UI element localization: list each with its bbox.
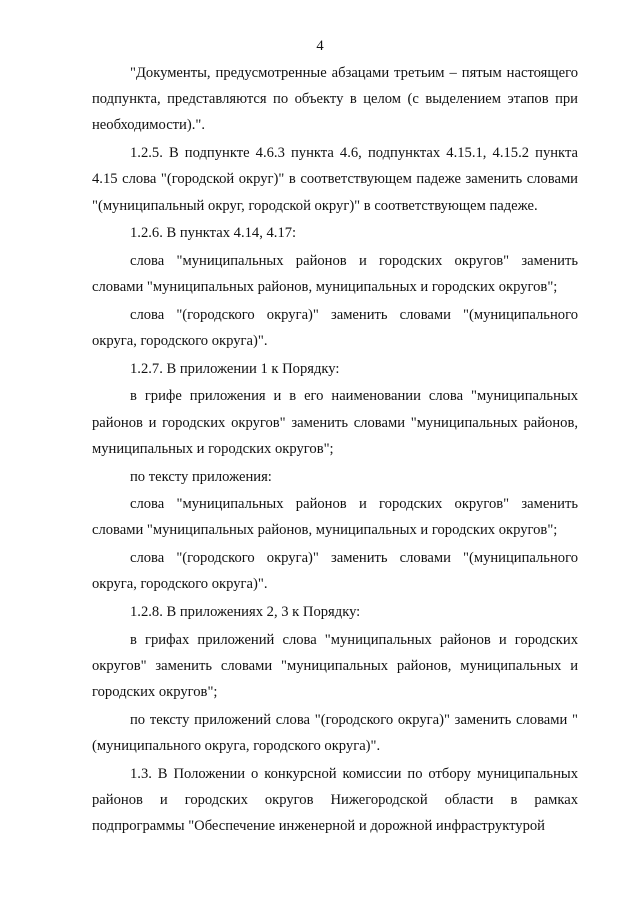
paragraph-1-2-7-text-intro: по тексту приложения:: [130, 468, 272, 485]
paragraph-1-2-8-headings: в грифах приложений слова "муниципальных районов и городских округов" заменить словами "муниципальных районов, муниципальных и городских округов";: [92, 631, 578, 701]
page-number: 4: [316, 38, 324, 54]
paragraph-1-2-6-city: слова "(городского округа)" заменить словами "(муниципального округа, городского округа)".: [92, 306, 578, 350]
paragraph-closing-quote: "Документы, предусмотренные абзацами третьим – пятым настоящего подпункта, представляются по объекту в целом (с выделением этапов при необходимости).".: [92, 65, 578, 134]
paragraph-1-2-7: 1.2.7. В приложении 1 к Порядку:: [130, 360, 340, 377]
paragraph-1-2-6: 1.2.6. В пунктах 4.14, 4.17:: [130, 225, 297, 242]
paragraph-1-2-5: 1.2.5. В подпункте 4.6.3 пункта 4.6, подпунктах 4.15.1, 4.15.2 пункта 4.15 слова "(городской округ)" в соответствующем падеже заменить словами "(муниципальный округ, городской округ)" в соответствующем падеже.: [92, 145, 578, 214]
document-body: [92, 60, 578, 841]
paragraph-1-2-7-districts: слова "муниципальных районов и городских округов" заменить словами "муниципальных районов, муниципальных и городских округов";: [92, 496, 578, 539]
paragraph-1-2-7-heading: в грифе приложения и в его наименовании слова "муниципальных районов и городских округов" заменить словами "муниципальных районов, муниципальных и городских округов";: [92, 388, 578, 457]
paragraph-1-2-8-text: по тексту приложений слова "(городского округа)" заменить словами "(муниципального округа, городского округа)".: [92, 711, 578, 755]
paragraph-1-2-6-districts: слова "муниципальных районов и городских округов" заменить словами "муниципальных районов, муниципальных и городских округов";: [92, 252, 578, 296]
paragraph-1-2-8: 1.2.8. В приложениях 2, 3 к Порядку:: [130, 604, 361, 621]
paragraph-1-3: 1.3. В Положении о конкурсной комиссии по отбору муниципальных районов и городских округов Нижегородской области в рамках подпрограммы "Обеспечение инженерной и дорожной инфраструктурой: [92, 765, 578, 835]
paragraph-1-2-7-city: слова "(городского округа)" заменить словами "(муниципального округа, городского округа)".: [92, 550, 578, 593]
